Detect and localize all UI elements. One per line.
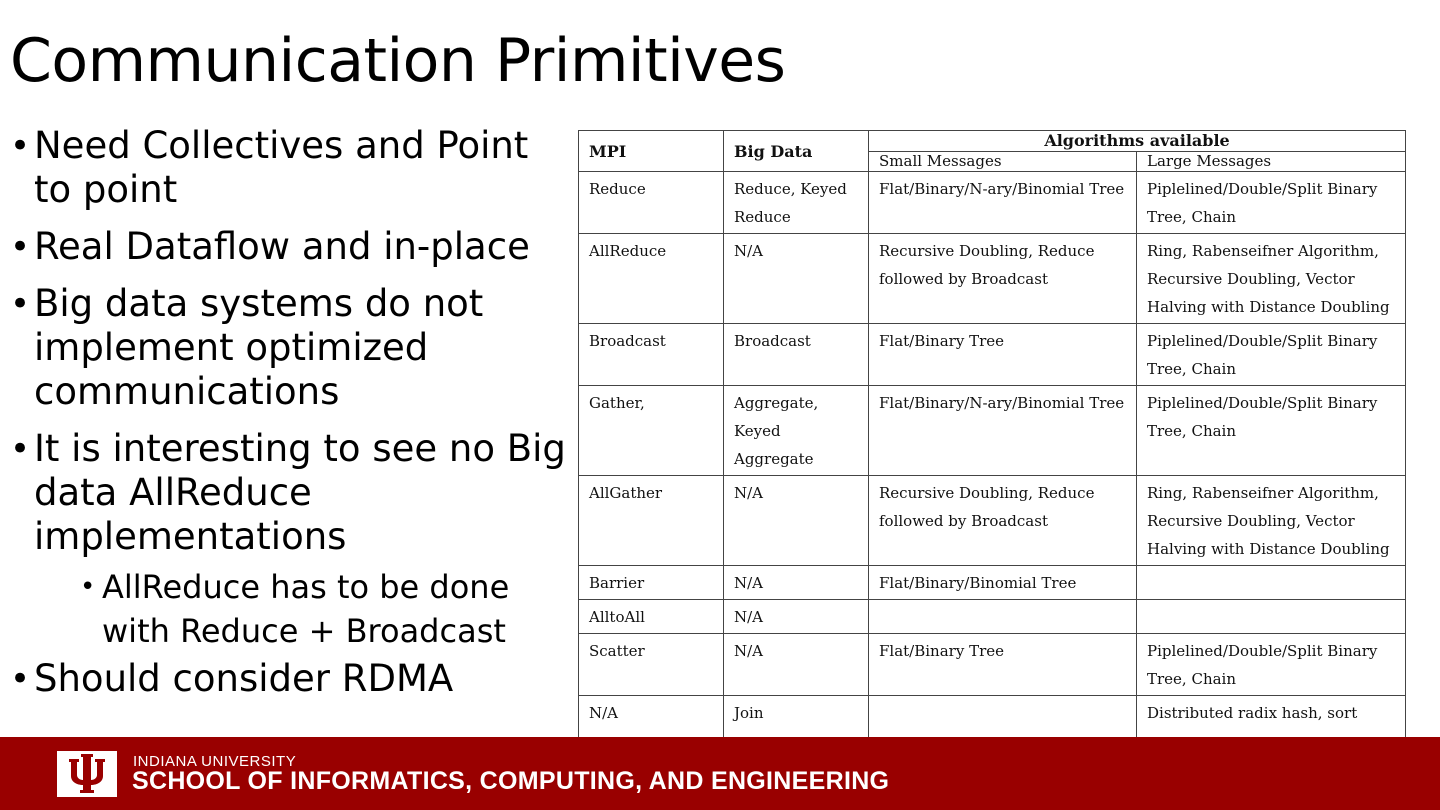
cell-small-messages: Recursive Doubling, Reduce followed by Broadcast: [869, 234, 1137, 324]
cell-big-data: N/A: [724, 600, 869, 634]
cell-big-data: N/A: [724, 566, 869, 600]
footer-bar: [0, 737, 1440, 810]
sub-bullet-reduce-broadcast: • AllReduce has to be done with Reduce + Broadcast: [80, 565, 570, 653]
primitives-table-container: [578, 130, 1405, 722]
table-header-row: [579, 131, 1406, 152]
table-row: [579, 324, 1406, 386]
bullet-rdma: • Should consider RDMA: [10, 657, 570, 701]
header-large-messages: Large Messages: [1137, 152, 1406, 172]
cell-large-messages: Piplelined/Double/Split Binary Tree, Chain: [1137, 634, 1406, 696]
university-name: INDIANA UNIVERSITY: [133, 753, 297, 770]
cell-big-data: N/A: [724, 234, 869, 324]
cell-large-messages: [1137, 566, 1406, 600]
school-name: SCHOOL OF INFORMATICS, COMPUTING, AND ENGINEERING: [132, 767, 890, 795]
primitives-table: [578, 130, 1406, 758]
cell-small-messages: Flat/Binary/N-ary/Binomial Tree: [869, 386, 1137, 476]
cell-big-data: Aggregate, Keyed Aggregate: [724, 386, 869, 476]
cell-big-data: Join: [724, 696, 869, 758]
bullet-dataflow: • Real Dataflow and in-place: [10, 225, 570, 269]
cell-small-messages: Recursive Doubling, Reduce followed by Broadcast: [869, 476, 1137, 566]
iu-trident-logo-icon: [57, 751, 117, 797]
cell-mpi: Barrier: [579, 566, 724, 600]
cell-large-messages: Ring, Rabenseifner Algorithm, Recursive Doubling, Vector Halving with Distance Doubling: [1137, 476, 1406, 566]
cell-small-messages: Flat/Binary/Binomial Tree: [869, 566, 1137, 600]
header-big-data: Big Data: [724, 131, 869, 172]
header-algorithms: Algorithms available: [869, 131, 1406, 152]
cell-large-messages: Ring, Rabenseifner Algorithm, Recursive Doubling, Vector Halving with Distance Doubling: [1137, 234, 1406, 324]
table-row: [579, 634, 1406, 696]
cell-large-messages: Piplelined/Double/Split Binary Tree, Chain: [1137, 172, 1406, 234]
cell-big-data: Reduce, Keyed Reduce: [724, 172, 869, 234]
cell-big-data: N/A: [724, 634, 869, 696]
table-row: [579, 476, 1406, 566]
cell-mpi: AllGather: [579, 476, 724, 566]
bullet-collectives: • Need Collectives and Point to point: [10, 124, 570, 212]
table-row: [579, 234, 1406, 324]
cell-mpi: Broadcast: [579, 324, 724, 386]
cell-small-messages: [869, 600, 1137, 634]
cell-mpi: N/A: [579, 696, 724, 758]
bullet-big-data-systems: • Big data systems do not implement optimized communications: [10, 282, 570, 414]
cell-small-messages: Flat/Binary Tree: [869, 634, 1137, 696]
cell-mpi: AllReduce: [579, 234, 724, 324]
bullet-allreduce: • It is interesting to see no Big data AllReduce implementations: [10, 427, 570, 559]
bullet-list: [10, 124, 570, 701]
cell-large-messages: Distributed radix hash, sort: [1137, 696, 1406, 758]
cell-mpi: AlltoAll: [579, 600, 724, 634]
table-row: [579, 600, 1406, 634]
table-row: [579, 172, 1406, 234]
table-row: [579, 566, 1406, 600]
cell-large-messages: Piplelined/Double/Split Binary Tree, Chain: [1137, 386, 1406, 476]
table-row: [579, 386, 1406, 476]
slide-title: Communication Primitives: [10, 26, 786, 96]
cell-large-messages: Piplelined/Double/Split Binary Tree, Chain: [1137, 324, 1406, 386]
cell-small-messages: Flat/Binary Tree: [869, 324, 1137, 386]
cell-small-messages: Flat/Binary/N-ary/Binomial Tree: [869, 172, 1137, 234]
cell-large-messages: [1137, 600, 1406, 634]
cell-big-data: Broadcast: [724, 324, 869, 386]
header-mpi: MPI: [579, 131, 724, 172]
header-small-messages: Small Messages: [869, 152, 1137, 172]
cell-mpi: Reduce: [579, 172, 724, 234]
cell-mpi: Gather,: [579, 386, 724, 476]
cell-big-data: N/A: [724, 476, 869, 566]
cell-mpi: Scatter: [579, 634, 724, 696]
